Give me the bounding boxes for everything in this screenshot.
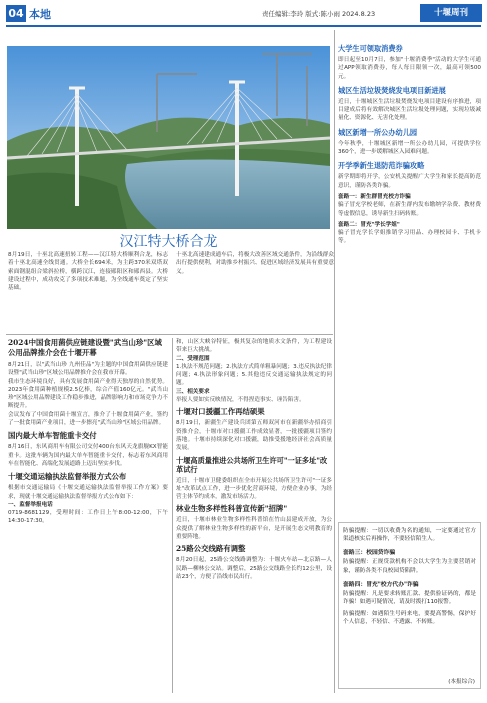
article-subhead: 套路一：新生群冒充校方诈骗	[338, 193, 411, 200]
article-paragraph: 8月21日，以"武当山珍 九州佳品"为主题的中国食用菌供应链建设暨"武当山珍"区域公用品牌推介会在我市开幕。	[8, 362, 168, 377]
bridge-paragraph: 十巫北高速建成通车后，将极大改善区域交通条件，为沿线群众出行提供便利，对助推乡村振兴、促进区域经济发展具有重要意义。	[176, 252, 334, 275]
article-headline: 国内最大单车智能重卡交付	[8, 431, 97, 441]
article-headline: 大学生可领取消费券	[338, 44, 403, 53]
article-headline: 十堰交通运输执法监督举报方式公布	[8, 472, 127, 482]
article-paragraph: 8月16日，东风商用车有限公司交付400台东风天龙旗舰KX智能重卡。这批车辆为国内最大单车智能重卡交付，标志着东风商用车在智能化、高端化发展道路上迈出坚实步伐。	[8, 444, 168, 467]
article-paragraph: 会议发布了中国食用菌十堰宣言，推介了十堰食用菌产业，签约了一批食用菌产业项目，进一步擦亮"武当山珍"区域公用品牌。	[8, 411, 168, 427]
page-header	[0, 0, 487, 26]
article-headline: 2024中国食用菌供应链建设暨"武当山珍"区域公用品牌推介会在十堰开幕	[8, 338, 162, 357]
header-divider	[6, 25, 481, 27]
bridge-photo	[7, 46, 330, 229]
article-paragraph: 8月19日，新疆生产建设兵团第五师双河市在新疆举办招商引资推介会，十堰市对口援疆工作成效显著，一批援疆项目签约落地。十堰市持续深化对口援疆，助推受援地经济社会高质量发展。	[176, 420, 332, 452]
article-subhead: 一、监督举报电话	[8, 501, 53, 508]
article-paragraph: 根据市交通运输局《十堰交通运输执法监督举报工作方案》要求，现就十堰交通运输执法监督举报方式公布如下：	[8, 485, 168, 500]
article-headline: 十堰对口援疆工作再结硕果	[176, 407, 265, 417]
bridge-article-col2	[176, 251, 334, 331]
page-number: 04	[6, 5, 26, 22]
bridge-paragraph: 8月19日，十巫北高速扭转工程——汉江特大桥顺利合龙，标志着十巫北高速全线贯通。大桥全长694米，为主跨370米双塔双索面钢混组合梁斜拉桥，横跨汉江，连接郧阳区和郧西县。大桥建设过程中，成功攻克了多项技术难题，为全线通车奠定了坚实基础。	[8, 252, 168, 292]
middle-column	[176, 338, 332, 693]
article-paragraph: 和，山区大峡谷特征，极其复杂的地质水文条件，为工程建设带来巨大挑战。	[176, 339, 332, 354]
article-paragraph: 举报人要如实反映情况，不得捏造事实、诬告陷害。	[176, 397, 305, 404]
article-headline: 林业生物多样性科普宣传新"招牌"	[176, 504, 288, 514]
article-paragraph: 即日起至10月7日，参加"十堰消费季"活动的大学生可通过APP领取消费券，每人每日限领一次，最高可领500元。	[338, 57, 481, 80]
source-note: (本报综合)	[448, 679, 475, 685]
article-headline: 25路公交线路有调整	[176, 544, 246, 554]
bridge-illustration	[7, 46, 330, 229]
column-divider	[172, 338, 173, 693]
left-column	[8, 338, 168, 693]
article-paragraph: 近日，十堰市林业生物多样性科普馆在竹山县建成开放，为公众提供了解林业生物多样性的新平台，是开展生态文明教育的重要阵地。	[176, 517, 332, 541]
editor-credits: 责任编辑:李玲 版式:陈小雨 2024.8.23	[262, 10, 376, 18]
article-paragraph: 骗子冒充学长学姐推销学习用品、办理校园卡、手机卡等。	[338, 230, 481, 245]
box-subhead: 套路四：冒充"校方代办"诈骗	[343, 581, 419, 588]
anti-fraud-box	[338, 522, 481, 689]
column-divider	[334, 30, 335, 693]
article-headline: 开学季新生退防范诈骗攻略	[338, 161, 425, 171]
box-subhead: 套路三：校园贷诈骗	[343, 550, 396, 557]
bridge-article-col1	[8, 251, 168, 331]
article-subhead: 三、相关要求	[176, 388, 210, 395]
article-subhead: 套路二：冒充"学长学姐"	[338, 221, 400, 228]
box-paragraph: 防骗提醒：一切以收费为名的通知，一定要通过官方渠道核实后再操作，不要轻信陌生人。	[343, 528, 476, 543]
article-headline: 城区新增一所公办幼儿园	[338, 127, 418, 137]
box-paragraph: 防骗提醒：正规贷款机构不会以大学生为主要营销对象，谨防各类不良校园贷陷阱。	[343, 559, 476, 574]
article-paragraph: 骗子冒充学校老师，在新生群内发布缴纳学杂费、教材费等虚假信息，诱导新生扫码转账。	[338, 202, 481, 217]
section-title: 本地	[29, 8, 51, 21]
article-paragraph: 近日，十堰城区生活垃圾焚烧发电项目建设有序推进，项目建成后将有效解决城区生活垃圾处理问题，实现垃圾减量化、资源化、无害化处理。	[338, 98, 481, 122]
article-paragraph: 近日，十堰市卫健委组织在全市开展公共场所卫生许可"一证多址"改革试点工作，进一步优化营商环境，方便企业办事，为经营主体节约成本，激发市场活力。	[176, 477, 332, 501]
box-paragraph: 防骗提醒：如遇陌生号码来电，要提高警惕，保护好个人信息，不轻信、不透露、不转账。	[343, 611, 476, 626]
article-paragraph: 1.执法不规范问题；2.执法方式简单粗暴问题；3.违反执法纪律问题；4.执法形象问题；5.其他违反交通运输执法规定的问题。	[176, 363, 332, 387]
article-headline: 城区生活垃圾焚烧发电项目新进展	[338, 85, 446, 95]
box-paragraph: 防骗提醒：凡是要求转账汇款、提供验证码的，都是诈骗！如遇可疑情况，请及时拨打110报警。	[343, 590, 476, 606]
article-paragraph: 0719-8681129，受理时间：工作日上午8:00-12:00，下午14:30-17:30。	[8, 510, 168, 525]
brand-logo: 十堰周刊	[420, 4, 482, 22]
article-paragraph: 新学期即将开学，公安机关提醒广大学生和家长提高防范意识，谨防各类诈骗。	[338, 174, 481, 189]
divider	[6, 334, 333, 335]
photo-caption: 汉江特大桥合龙	[119, 234, 218, 250]
article-headline: 十堰高质量推进公共场所卫生许可"一证多址"改革试行	[176, 455, 328, 475]
article-paragraph: 今年秋季，十堰城区新增一所公办幼儿园，可提供学位360个，进一步缓解城区入园难问题。	[338, 140, 481, 156]
right-column	[338, 44, 481, 518]
article-paragraph: 我市生态环境良好，具有发展食用菌产业得天独厚的自然优势。2023年食用菌种植规模2.5亿棒，综合产值160亿元。"武当山珍"区域公用品牌建设工作稳步推进，品牌影响力和市场竞争力不断提升。	[8, 378, 168, 410]
article-subhead: 二、受理范围	[176, 355, 210, 362]
article-paragraph: 8月20日起，25路公交线路调整为：十堰火车站—北京路—人民路—柳林公交站。调整后，25路公交线路全长约12公里，设站23个，方便了沿线市民出行。	[176, 557, 332, 580]
